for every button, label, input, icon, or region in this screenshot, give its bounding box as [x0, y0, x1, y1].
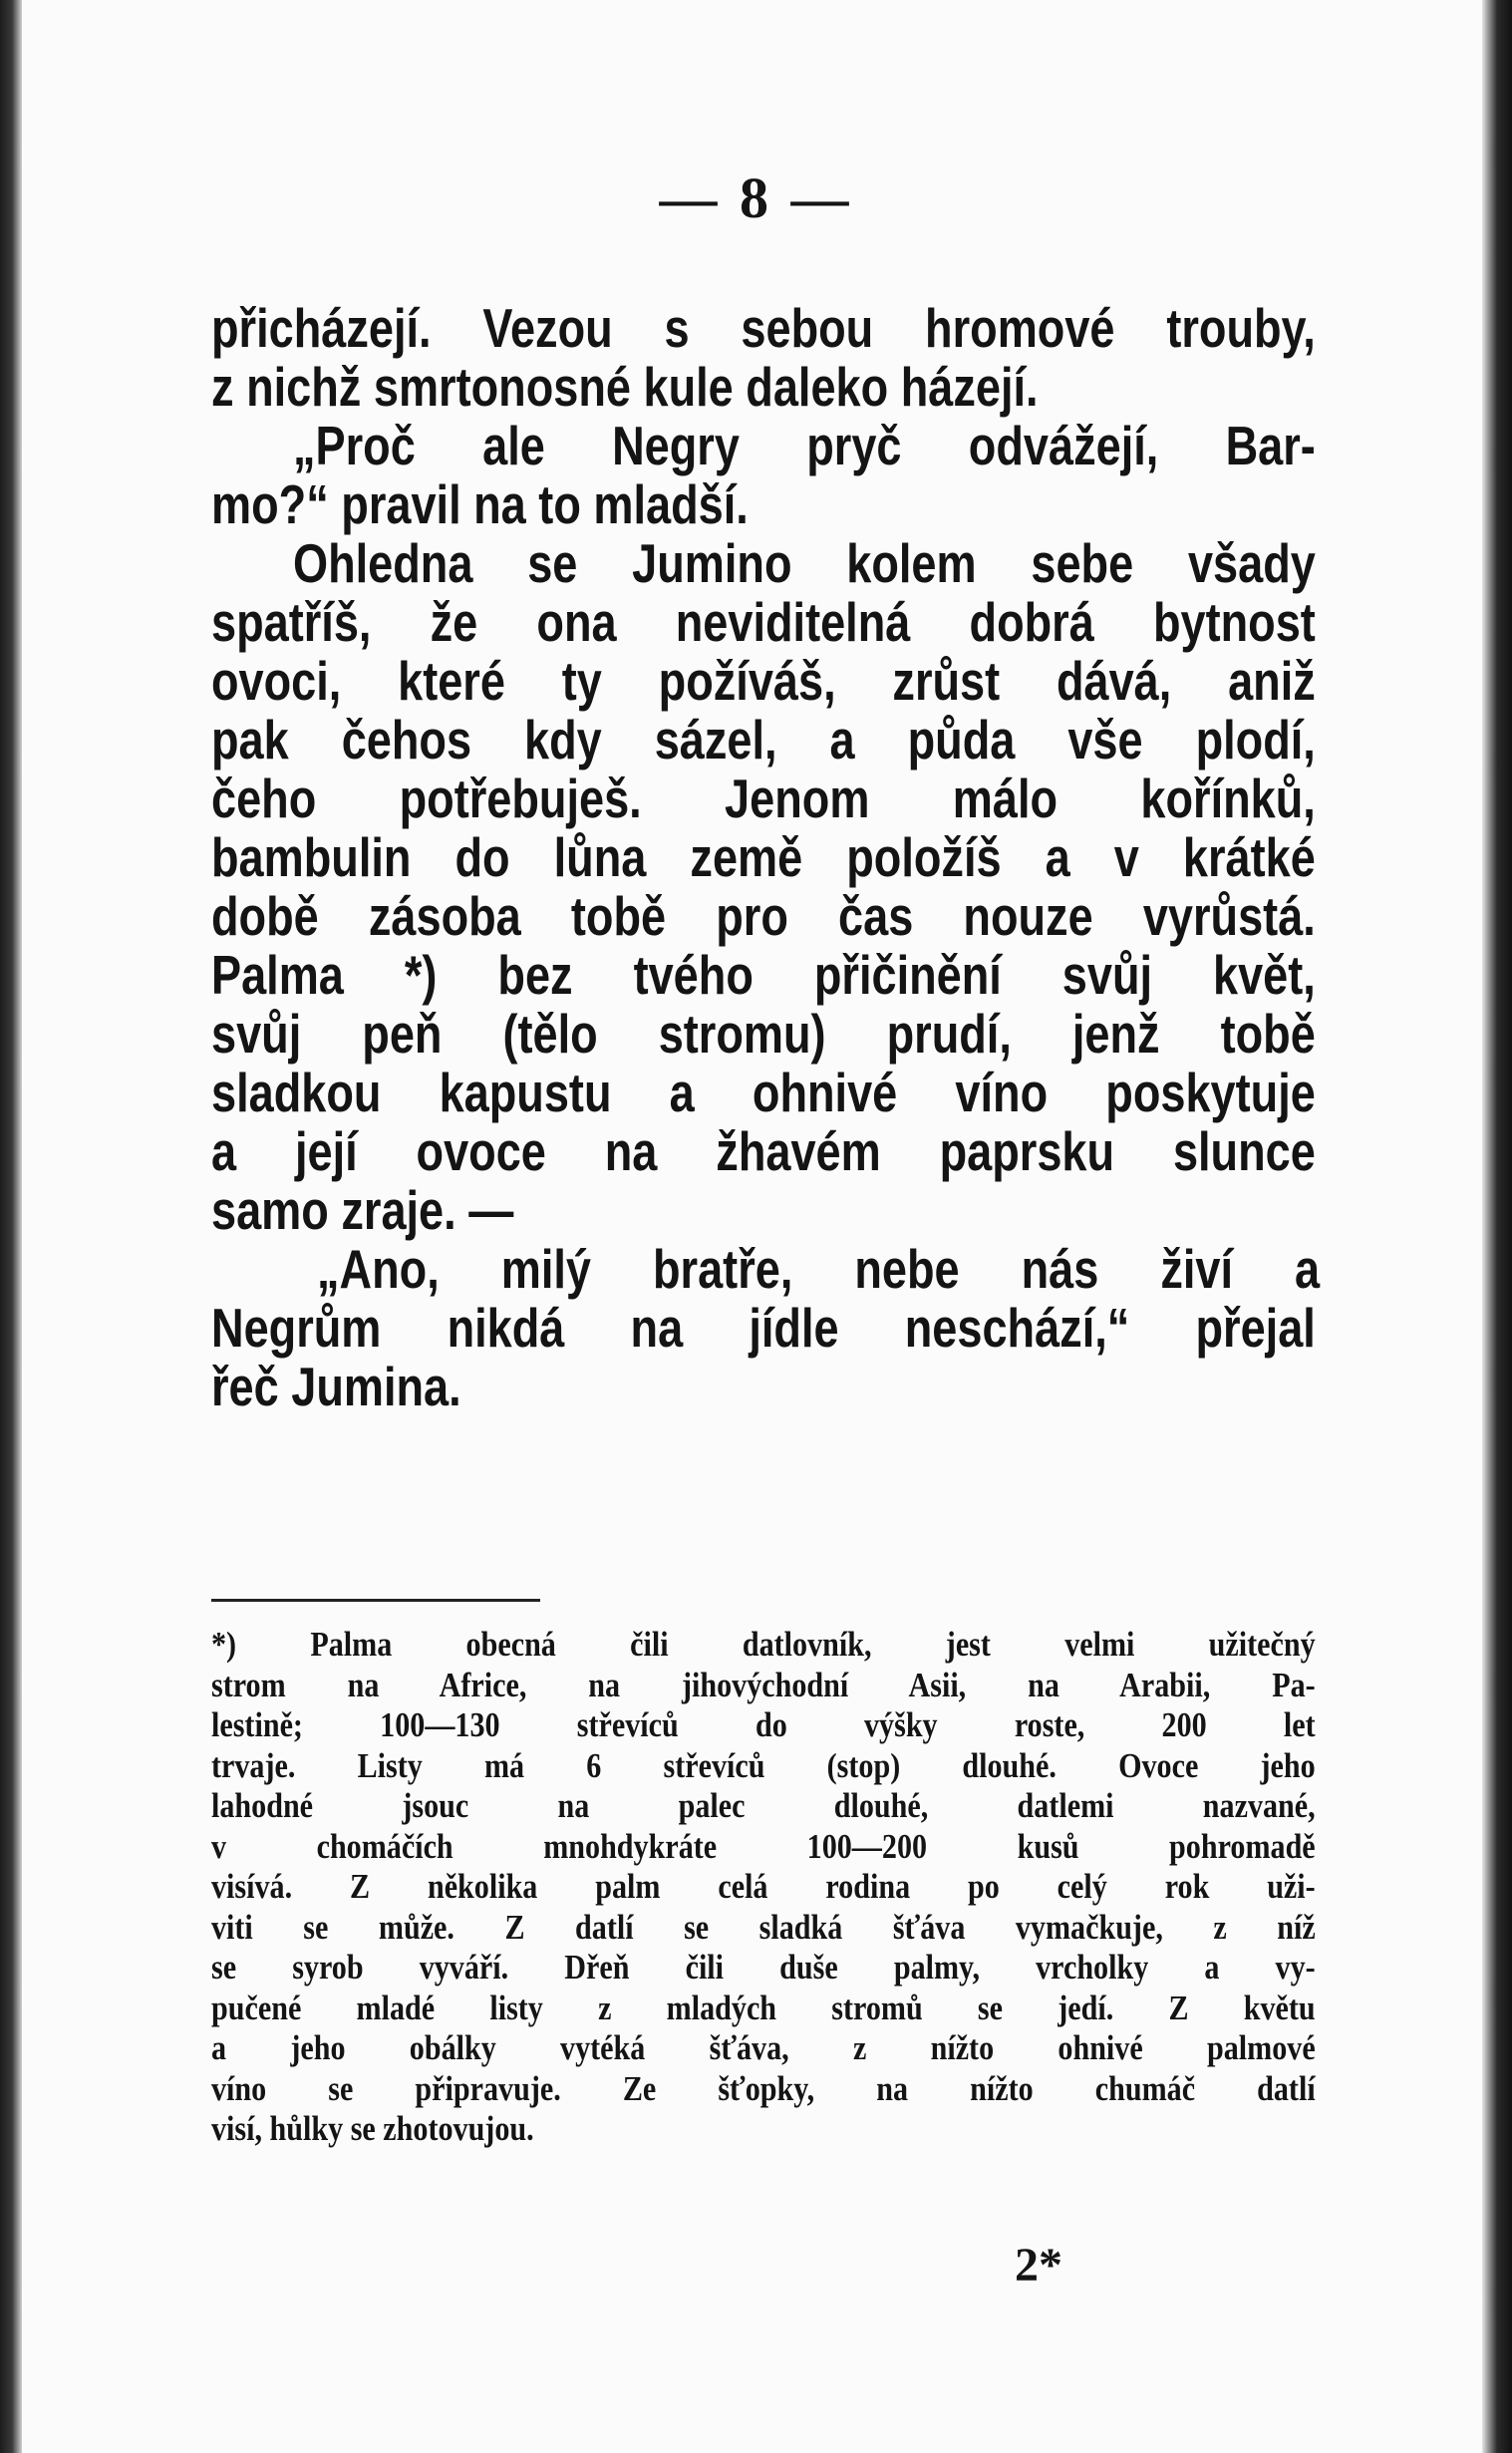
footnote-line: visívá. Z několika palm celá rodina po celý rok uži- [211, 1867, 1316, 1906]
page-number: — 8 — [659, 165, 853, 230]
text-line: pak čehos kdy sázel, a půda vše plodí, [211, 709, 1316, 770]
footnote-line: strom na Africe, na jihovýchodní Asii, na Arabii, Pa- [211, 1665, 1316, 1704]
footnote-divider [211, 1599, 540, 1602]
text-line: „Proč ale Negry pryč odvážejí, Bar- [293, 415, 1316, 476]
text-line: přicházejí. Vezou s sebou hromové trouby, [211, 297, 1316, 359]
signature-mark: 2* [1015, 2239, 1062, 2292]
footnote-line: v chomáčích mnohdykráte 100—200 kusů pohromadě [211, 1826, 1316, 1866]
text-line: samo zraje. — [211, 1179, 514, 1241]
text-line: Palma *) bez tvého přičinění svůj květ, [211, 944, 1316, 1006]
right-page-edge [1482, 0, 1512, 2453]
text-line: spatříš, že ona neviditelná dobrá bytnost [211, 591, 1316, 653]
text-line: svůj peň (tělo stromu) prudí, jenž tobě [211, 1003, 1316, 1065]
text-line: Ohledna se Jumino kolem sebe všady [293, 532, 1316, 594]
footnote-line: lahodné jsouc na palec dlouhé, datlemi nazvané, [211, 1786, 1316, 1825]
footnote-line: pučené mladé listy z mladých stromů se jedí. Z květu [211, 1988, 1316, 2027]
text-line: „Ano, milý bratře, nebe nás živí a [317, 1238, 1321, 1300]
footnote-line: víno se připravuje. Ze šťopky, na nížto chumáč datlí [211, 2068, 1316, 2108]
text-line: bambulin do lůna země položíš a v krátké [211, 826, 1316, 888]
text-line: Negrům nikdá na jídle neschází,“ přejal [211, 1297, 1316, 1359]
footnote-line: se syrob vyváří. Dřeň čili duše palmy, vrcholky a vy- [211, 1948, 1316, 1987]
text-line: řeč Jumina. [211, 1356, 461, 1417]
main-text [211, 297, 1321, 1417]
footnote-line: *) Palma obecná čili datlovník, jest velmi užitečný [211, 1625, 1316, 1664]
text-line: sladkou kapustu a ohnivé víno poskytuje [211, 1062, 1316, 1123]
text-line: mo?“ pravil na to mladší. [211, 473, 749, 535]
text-line: čeho potřebuješ. Jenom málo kořínků, [211, 767, 1316, 829]
text-line: ovoci, které ty požíváš, zrůst dává, aniž [211, 650, 1316, 712]
footnote-line: viti se může. Z datlí se sladká šťáva vymačkuje, z níž [211, 1907, 1316, 1947]
footnote-line: a jeho obálky vytéká šťáva, z nížto ohnivé palmové [211, 2028, 1316, 2067]
text-line: a její ovoce na žhavém paprsku slunce [211, 1120, 1316, 1182]
footnote [211, 1625, 1316, 2150]
footnote-line: visí, hůlky se zhotovujou. [211, 2109, 534, 2148]
footnote-line: trvaje. Listy má 6 střevíců (stop) dlouhé. Ovoce jeho [211, 1745, 1316, 1785]
text-line: z nichž smrtonosné kule daleko házejí. [211, 356, 1039, 418]
text-line: době zásoba tobě pro čas nouze vyrůstá. [211, 885, 1316, 947]
left-page-edge [0, 0, 22, 2453]
footnote-line: lestině; 100—130 střevíců do výšky roste, 200 let [211, 1705, 1316, 1744]
